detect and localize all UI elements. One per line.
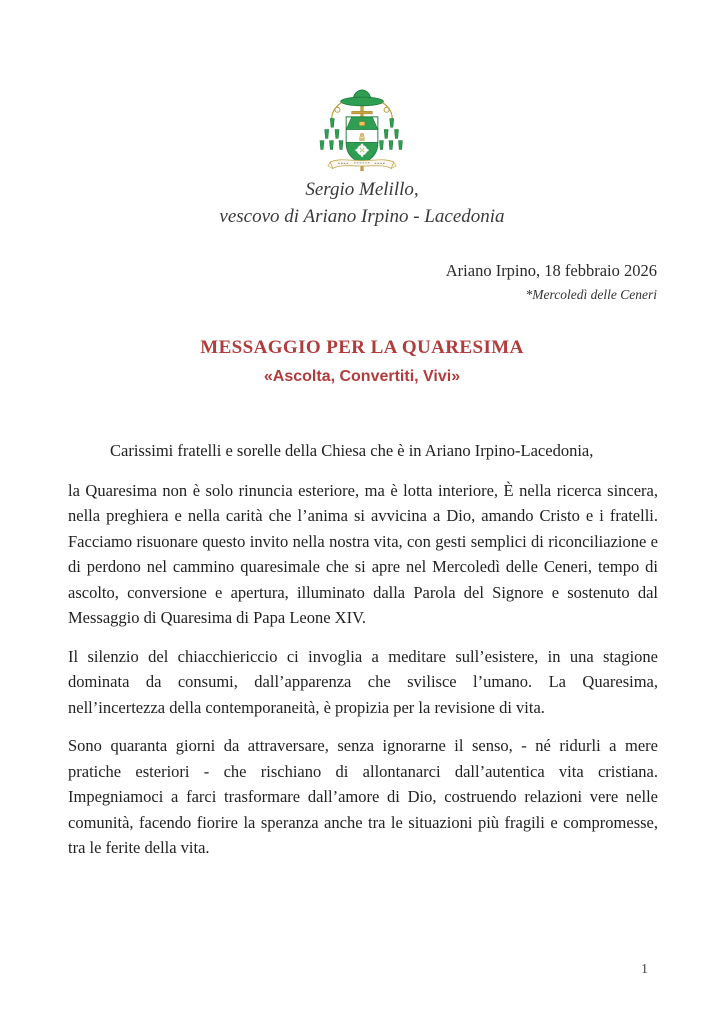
place-and-date: Ariano Irpino, 18 febbraio 2026 (445, 261, 657, 280)
author-block (0, 176, 724, 230)
paragraph-3: Sono quaranta giorni da attraversare, senza ignorarne il senso, - né ridurli a mere pratiche esteriori - che rischiano di allontanarci dall’autentica vita cristiana. Impegniamoci a farci trasformare dall’amore di Dio, costruendo relazioni vere nelle comunità, facendo fiorire la speranza anche tra le situazioni più fragili e compromesse, tra le ferite della vita. (68, 736, 658, 857)
page-number: 1 (641, 962, 648, 977)
dateline (446, 261, 657, 305)
message-subtitle: «Ascolta, Convertiti, Vivi» (263, 368, 461, 385)
message-title: MESSAGGIO PER LA QUARESIMA (200, 337, 524, 358)
paragraph-2: Il silenzio del chiacchiericcio ci invoglia a meditare sull’esistere, in una stagione dominata da consumi, dall’apparenza che svilisce l’umano. La Quaresima, nell’incertezza della contemporaneità, è propizia per la revisione di vita. (68, 646, 658, 717)
salutation: Carissimi fratelli e sorelle della Chiesa che è in Ariano Irpino-Lacedonia, (110, 441, 594, 460)
letter-body (68, 438, 658, 874)
episcopal-coat-of-arms-icon (314, 82, 410, 174)
message-heading (0, 337, 724, 386)
paragraph-1: la Quaresima non è solo rinuncia esteriore, ma è lotta interiore, È nella ricerca sincera, nella preghiera e nella carità che l’anima si avvicina a Dio, amando Cristo e i fratelli. Facciamo risuonare questo invito nella nostra vita, con gesti semplici di riconciliazione e di perdono nel cammino quaresimale che si apre nel Mercoledì delle Ceneri, tempo di ascolto, conversione e apertura, illuminato dalla Parola del Signore e sostenuto dal Messaggio di Quaresima di Papa Leone XIV. (68, 480, 658, 627)
author-title: vescovo di Ariano Irpino - Lacedonia (219, 206, 505, 227)
author-name: Sergio Melillo, (305, 179, 419, 200)
dateline-note: *Mercoledì delle Ceneri (525, 287, 657, 302)
